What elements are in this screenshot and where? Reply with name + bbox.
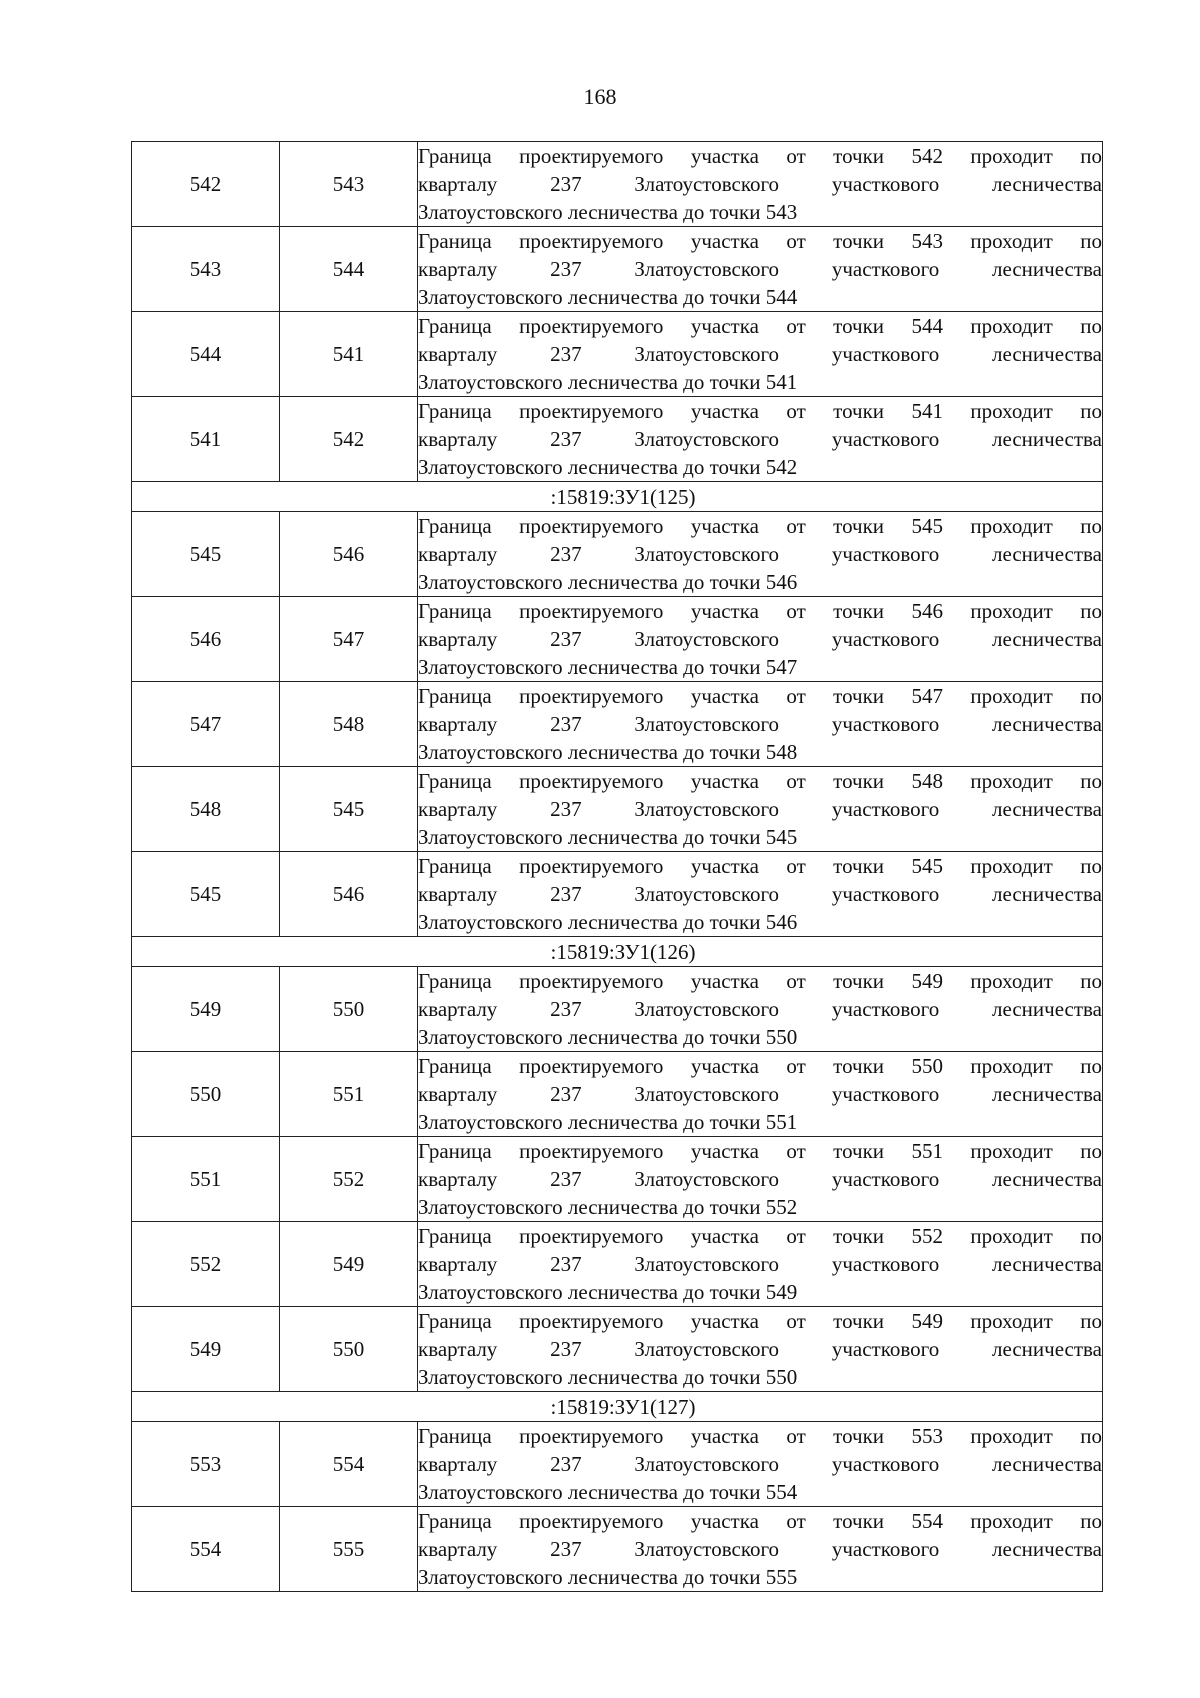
table-row [132,312,1103,397]
from-point-cell: 551 [132,1137,280,1222]
section-header-cell [132,482,1103,512]
table-row [132,1222,1103,1307]
from-point-cell: 552 [132,1222,280,1307]
description-line: кварталу 237 Златоустовского участкового лесничества [418,1452,1102,1476]
description-cell [418,1507,1103,1592]
from-point-cell: 554 [132,1507,280,1592]
description-cell [418,1052,1103,1137]
to-point-cell: 547 [280,597,418,682]
description-line: кварталу 237 Златоустовского участкового лесничества [418,427,1102,451]
table-row [132,597,1103,682]
description-line: кварталу 237 Златоустовского участкового лесничества [418,797,1102,821]
table-row [132,682,1103,767]
table-row [132,1137,1103,1222]
description-line: Златоустовского лесничества до точки 554 [418,1480,798,1504]
section-header-row [132,937,1103,967]
description-line: Златоустовского лесничества до точки 542 [418,455,798,479]
table-row [132,1507,1103,1592]
description-line: Златоустовского лесничества до точки 550 [418,1365,798,1389]
description-cell [418,1222,1103,1307]
description-cell [418,1137,1103,1222]
description-line: Златоустовского лесничества до точки 551 [418,1110,798,1134]
table-row [132,1422,1103,1507]
table-row [132,767,1103,852]
to-point-cell: 543 [280,142,418,227]
to-point-cell: 546 [280,512,418,597]
from-point-cell: 549 [132,967,280,1052]
description-line: Граница проектируемого участка от точки 554 проходит по [418,1509,1102,1533]
description-cell [418,312,1103,397]
description-cell [418,767,1103,852]
from-point-cell: 547 [132,682,280,767]
table-row [132,1307,1103,1392]
section-header-row [132,482,1103,512]
description-line: Граница проектируемого участка от точки 542 проходит по [418,144,1102,168]
to-point-cell: 541 [280,312,418,397]
description-line: кварталу 237 Златоустовского участкового лесничества [418,1252,1102,1276]
description-line: Граница проектируемого участка от точки 547 проходит по [418,684,1102,708]
description-cell [418,967,1103,1052]
description-line: Граница проектируемого участка от точки 544 проходит по [418,314,1102,338]
to-point-cell: 551 [280,1052,418,1137]
to-point-cell: 549 [280,1222,418,1307]
description-line: Граница проектируемого участка от точки 541 проходит по [418,399,1102,423]
table-row [132,397,1103,482]
description-line: Граница проектируемого участка от точки 549 проходит по [418,969,1102,993]
description-line: Граница проектируемого участка от точки 549 проходит по [418,1309,1102,1333]
table-row [132,852,1103,937]
description-cell [418,1307,1103,1392]
to-point-cell: 546 [280,852,418,937]
description-line: кварталу 237 Златоустовского участкового лесничества [418,542,1102,566]
section-label: :15819:ЗУ1(126) [550,939,696,964]
to-point-cell: 548 [280,682,418,767]
description-line: Граница проектируемого участка от точки 545 проходит по [418,854,1102,878]
table-row [132,967,1103,1052]
description-line: Златоустовского лесничества до точки 555 [418,1565,798,1589]
from-point-cell: 543 [132,227,280,312]
description-line: кварталу 237 Златоустовского участкового лесничества [418,1337,1102,1361]
section-header-cell [132,937,1103,967]
table-row [132,227,1103,312]
description-line: Златоустовского лесничества до точки 546 [418,570,798,594]
table-row [132,512,1103,597]
description-line: кварталу 237 Златоустовского участкового лесничества [418,627,1102,651]
description-line: кварталу 237 Златоустовского участкового лесничества [418,257,1102,281]
description-cell [418,597,1103,682]
to-point-cell: 554 [280,1422,418,1507]
from-point-cell: 550 [132,1052,280,1137]
section-label: :15819:ЗУ1(125) [550,484,696,509]
from-point-cell: 553 [132,1422,280,1507]
from-point-cell: 542 [132,142,280,227]
description-line: Граница проектируемого участка от точки 545 проходит по [418,514,1102,538]
table-body [132,142,1103,1592]
from-point-cell: 545 [132,512,280,597]
description-line: Златоустовского лесничества до точки 552 [418,1195,798,1219]
table-row [132,1052,1103,1137]
description-line: кварталу 237 Златоустовского участкового лесничества [418,997,1102,1021]
to-point-cell: 550 [280,1307,418,1392]
description-line: кварталу 237 Златоустовского участкового лесничества [418,1082,1102,1106]
description-line: Златоустовского лесничества до точки 547 [418,655,798,679]
description-line: кварталу 237 Златоустовского участкового лесничества [418,712,1102,736]
description-line: Граница проектируемого участка от точки 543 проходит по [418,229,1102,253]
page-number: 168 [583,84,617,109]
to-point-cell: 545 [280,767,418,852]
from-point-cell: 546 [132,597,280,682]
from-point-cell: 549 [132,1307,280,1392]
to-point-cell: 550 [280,967,418,1052]
description-line: Граница проектируемого участка от точки 551 проходит по [418,1139,1102,1163]
description-line: Граница проектируемого участка от точки 546 проходит по [418,599,1102,623]
description-line: Златоустовского лесничества до точки 545 [418,825,798,849]
description-line: Златоустовского лесничества до точки 543 [418,200,798,224]
description-cell [418,682,1103,767]
from-point-cell: 545 [132,852,280,937]
description-line: кварталу 237 Златоустовского участкового лесничества [418,342,1102,366]
description-line: Златоустовского лесничества до точки 550 [418,1025,798,1049]
boundary-table [131,141,1103,1592]
description-line: кварталу 237 Златоустовского участкового лесничества [418,1167,1102,1191]
description-line: кварталу 237 Златоустовского участкового лесничества [418,172,1102,196]
description-line: кварталу 237 Златоустовского участкового лесничества [418,1537,1102,1561]
description-line: Златоустовского лесничества до точки 544 [418,285,798,309]
description-cell [418,1422,1103,1507]
table-row [132,142,1103,227]
description-line: Граница проектируемого участка от точки 553 проходит по [418,1424,1102,1448]
description-line: Златоустовского лесничества до точки 546 [418,910,798,934]
description-line: Златоустовского лесничества до точки 541 [418,370,798,394]
description-line: Граница проектируемого участка от точки 552 проходит по [418,1224,1102,1248]
from-point-cell: 541 [132,397,280,482]
description-cell [418,227,1103,312]
description-cell [418,397,1103,482]
description-cell [418,852,1103,937]
description-cell [418,512,1103,597]
description-line: Златоустовского лесничества до точки 548 [418,740,798,764]
description-line: Граница проектируемого участка от точки 548 проходит по [418,769,1102,793]
to-point-cell: 555 [280,1507,418,1592]
description-line: Златоустовского лесничества до точки 549 [418,1280,798,1304]
description-line: Граница проектируемого участка от точки 550 проходит по [418,1054,1102,1078]
section-header-row [132,1392,1103,1422]
section-header-cell [132,1392,1103,1422]
to-point-cell: 552 [280,1137,418,1222]
section-label: :15819:ЗУ1(127) [550,1394,696,1419]
from-point-cell: 548 [132,767,280,852]
to-point-cell: 542 [280,397,418,482]
description-cell [418,142,1103,227]
from-point-cell: 544 [132,312,280,397]
description-line: кварталу 237 Златоустовского участкового лесничества [418,882,1102,906]
to-point-cell: 544 [280,227,418,312]
